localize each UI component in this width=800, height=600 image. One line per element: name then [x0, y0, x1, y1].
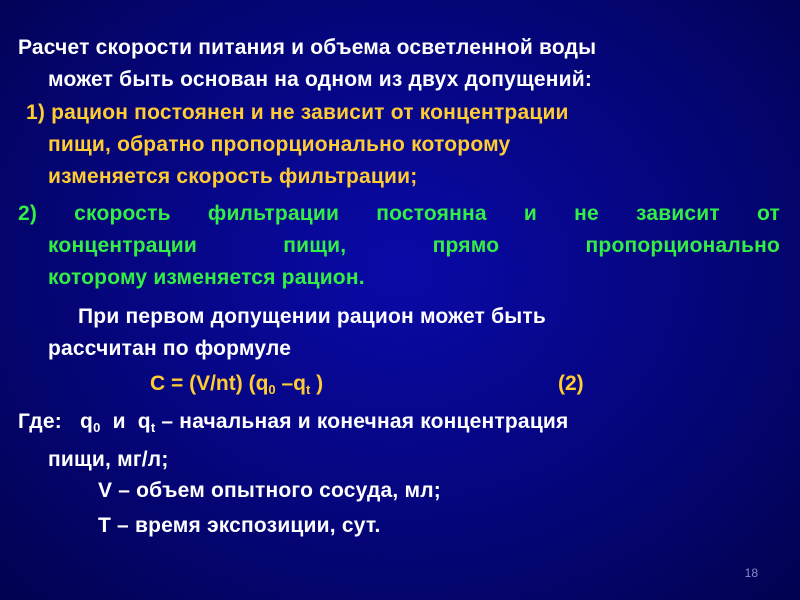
definition-t: T – время экспозиции, сут. — [98, 514, 381, 537]
formula-sub-t: t — [305, 382, 311, 397]
formula-mid: –q — [275, 372, 306, 395]
where-and: и — [112, 410, 126, 433]
assumption-2-line-1: 2) скорость фильтрации постоянна и не зависит от — [18, 202, 780, 225]
assumption-1-line-3: изменяется скорость фильтрации; — [48, 165, 418, 188]
intro-line-2: может быть основан на одном из двух допущений: — [48, 68, 593, 91]
formula — [150, 372, 323, 397]
first-case-line-2: рассчитан по формуле — [48, 337, 292, 360]
where-line-1 — [18, 406, 778, 444]
where-line-2: пищи, мг/л; — [48, 448, 169, 471]
definition-v: V – объем опытного сосуда, мл; — [98, 479, 441, 502]
assumption-1-paragraph — [26, 97, 778, 193]
page-number: 18 — [744, 566, 758, 580]
assumption-2-paragraph — [18, 198, 780, 294]
intro-line-1: Расчет скорости питания и объема осветленной воды — [18, 36, 597, 59]
first-case-line-1: При первом допущении рацион может быть — [78, 305, 546, 328]
assumption-2-line-3: которому изменяется рацион. — [48, 266, 365, 289]
formula-sub-0: 0 — [268, 382, 276, 397]
formula-right: ) — [310, 372, 324, 395]
intro-paragraph — [18, 32, 778, 96]
assumption-1-line-2: пищи, обратно пропорционально которому — [48, 133, 511, 156]
where-label: Где: — [18, 410, 62, 433]
first-case-paragraph — [18, 301, 778, 365]
assumption-2-line-2: концентрации пищи, прямо пропорционально — [48, 234, 780, 257]
assumption-1-line-1: 1) рацион постоянен и не зависит от концентрации — [26, 101, 569, 124]
where-paragraph — [18, 406, 778, 476]
formula-number: (2) — [558, 372, 584, 395]
where-desc: – начальная и конечная концентрация — [161, 410, 569, 433]
formula-left: C = (V/nt) (q — [150, 372, 269, 395]
where-qt: $q_t$ — [137, 410, 156, 435]
where-q0: $q_0$ — [80, 410, 101, 435]
